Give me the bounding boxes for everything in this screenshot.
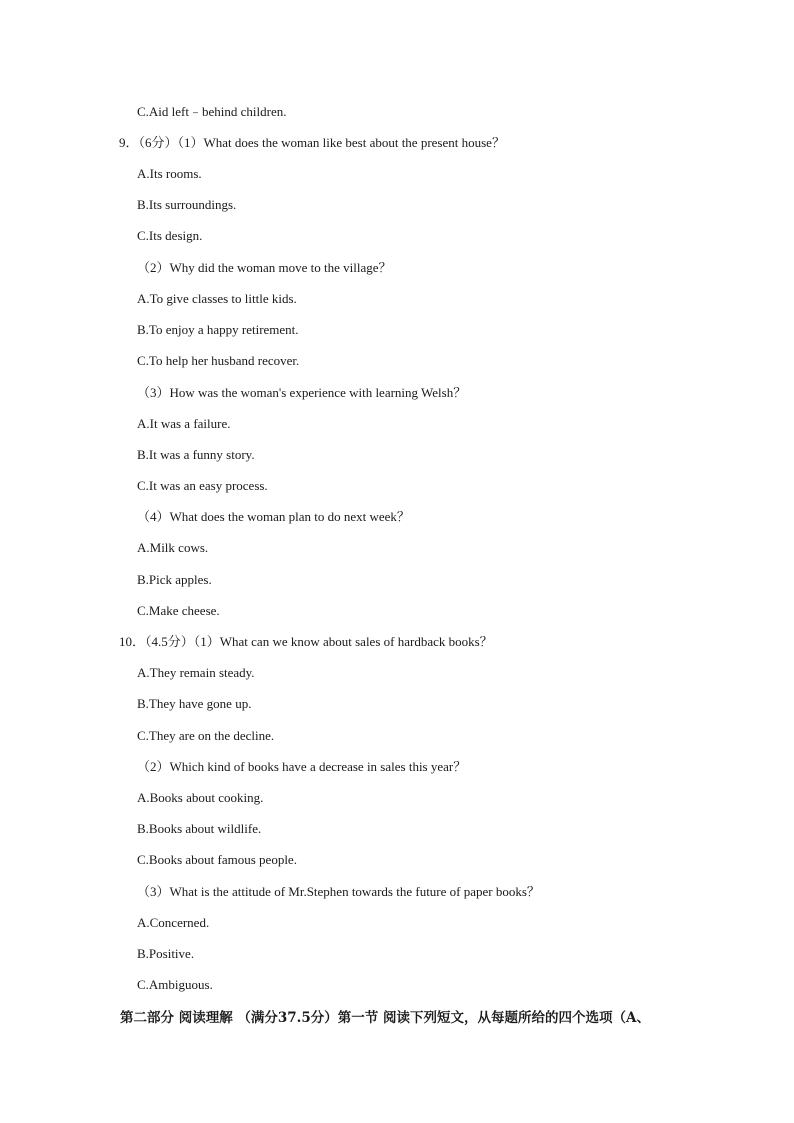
q9-4-option-b: B.Pick apples. <box>137 572 212 587</box>
q9-1-option-a: A.Its rooms. <box>137 166 202 181</box>
line-q8-option-c: C.Aid left﹣behind children. <box>137 104 287 119</box>
q10-3-option-a: A.Concerned. <box>137 915 210 930</box>
q9-3-option-b: B.It was a funny story. <box>137 447 255 462</box>
q10-2-option-a: A.Books about cooking. <box>137 790 264 805</box>
q9-4-option-a: A.Milk cows. <box>137 540 209 555</box>
q9-3-prompt: （3）How was the woman's experience with learning Welsh？ <box>137 385 467 400</box>
q10-1-option-c: C.They are on the decline. <box>137 728 275 743</box>
q10-3-option-b: B.Positive. <box>137 946 195 961</box>
q10-3-option-c: C.Ambiguous. <box>137 977 213 992</box>
q9-3-option-a: A.It was a failure. <box>137 416 231 431</box>
question-10-header: 10．（4.5分）（1）What can we know about sales of hardback books？ <box>119 634 493 649</box>
q10-2-option-c: C.Books about famous people. <box>137 852 297 867</box>
q10-2-prompt: （2）Which kind of books have a decrease in sales this year？ <box>137 759 467 774</box>
q9-2-option-a: A.To give classes to little kids. <box>137 291 297 306</box>
q9-1-option-b: B.Its surroundings. <box>137 197 237 212</box>
q10-1-option-a: A.They remain steady. <box>137 665 255 680</box>
q9-4-option-c: C.Make cheese. <box>137 603 220 618</box>
question-9-header: 9．（6分）（1）What does the woman like best about the present house？ <box>119 135 505 150</box>
q9-2-option-c: C.To help her husband recover. <box>137 353 300 368</box>
q9-2-prompt: （2）Why did the woman move to the village？ <box>137 260 392 275</box>
q9-1-option-c: C.Its design. <box>137 228 203 243</box>
q10-2-option-b: B.Books about wildlife. <box>137 821 262 836</box>
section-heading: 第二部分 阅读理解 （满分37.5分）第一节 阅读下列短文，从每题所给的四个选项（A、 <box>120 1010 650 1026</box>
q9-3-option-c: C.It was an easy process. <box>137 478 268 493</box>
q9-2-option-b: B.To enjoy a happy retirement. <box>137 322 299 337</box>
q10-3-prompt: （3）What is the attitude of Mr.Stephen towards the future of paper books？ <box>137 884 540 899</box>
q9-4-prompt: （4）What does the woman plan to do next week？ <box>137 509 410 524</box>
q10-1-option-b: B.They have gone up. <box>137 696 252 711</box>
